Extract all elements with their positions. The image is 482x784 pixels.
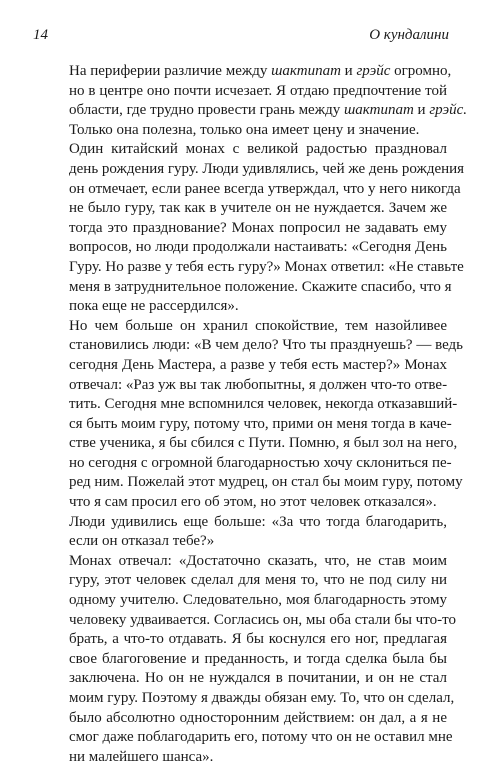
text-segment: если он отказал тебе?»	[69, 533, 215, 550]
text-segment: ся быть моим гуру, потому что, прими он меня тогда в каче-	[69, 415, 452, 432]
text-line	[33, 513, 447, 533]
text-line	[33, 82, 447, 102]
paragraph	[33, 140, 465, 316]
text-segment: брать, а что-то отдавать. Я бы коснулся его ног, предлагая	[69, 631, 447, 648]
text-segment: моим гуру. Поэтому я дважды обязан ему. То, что он сделал,	[69, 690, 455, 706]
text-segment: сегодня День Мастера, а разве у тебя есть мастер?» Монах	[69, 356, 447, 373]
text-segment: свое благоговение и преданность, и тогда сделка была бы	[69, 650, 447, 667]
paragraph	[33, 513, 447, 552]
running-title: О кундалини	[369, 27, 449, 43]
text-line	[33, 160, 465, 180]
text-line	[33, 728, 453, 748]
text-segment: пока еще не рассердился».	[69, 298, 239, 315]
text-line	[33, 278, 452, 298]
text-line	[33, 689, 455, 709]
italic-term: шактипат	[271, 63, 341, 79]
text-segment: ред ним. Пожелай этот мудрец, он стал бы моим гуру, потому	[69, 474, 463, 491]
text-segment: отвечал: «Раз уж вы так любопытны, я должен что-то отве-	[69, 376, 448, 393]
text-segment: было абсолютно односторонним действием: он дал, а я не	[69, 709, 447, 726]
text-segment: день рождения гуру. Люди удивлялись, чей же день рождения	[69, 160, 465, 177]
text-line	[33, 748, 447, 768]
text-line	[33, 434, 458, 454]
text-line	[33, 219, 447, 239]
text-segment: заключена. Но он не нуждался в почитании, и он не стал	[69, 670, 447, 687]
paragraph	[33, 62, 467, 140]
text-segment: На периферии различие между	[69, 63, 272, 79]
text-segment: что я сам просил его об этом, но этот человек отказался».	[69, 494, 437, 511]
text-segment: и	[340, 63, 357, 79]
text-line	[33, 395, 458, 415]
text-segment: вопросов, но люди продолжали настаивать: «Сегодня День	[69, 239, 447, 256]
text-segment: становились люди: «В чем дело? Что ты празднуешь? — ведь	[69, 337, 464, 354]
text-segment: но в центре оно почти исчезает. Я отдаю предпочтение той	[69, 82, 447, 99]
text-segment: Один китайский монах с великой радостью праздновал	[69, 141, 447, 158]
text-segment: Гуру. Но разве у тебя есть гуру?» Монах ответил: «Не ставьте	[69, 258, 464, 275]
text-line	[33, 630, 447, 650]
text-segment: Но чем больше он хранил спокойствие, тем назойливее	[69, 317, 447, 334]
text-line	[33, 591, 447, 611]
text-segment: тить. Сегодня мне вспомнился человек, некогда отказавший-	[69, 396, 458, 413]
page-header	[33, 27, 449, 47]
text-line	[33, 140, 447, 160]
text-line	[33, 650, 447, 670]
text-line	[33, 611, 456, 631]
text-line	[33, 317, 447, 337]
text-segment: гуру, этот человек сделал для меня то, что не под силу ни	[69, 572, 447, 589]
italic-term: грэйс	[356, 63, 391, 79]
text-segment: одному учителю. Следовательно, моя благодарность этому	[69, 592, 447, 609]
text-segment: меня в затруднительное положение. Скажите спасибо, что я	[69, 278, 452, 295]
text-segment: но сегодня с огромной благодарностью хочу склониться пе-	[69, 454, 452, 471]
text-line	[33, 376, 447, 396]
text-segment: и	[413, 102, 430, 119]
body-text	[33, 62, 467, 767]
text-line	[33, 356, 447, 376]
text-line	[33, 297, 447, 317]
text-line	[33, 101, 467, 121]
text-line	[33, 415, 452, 435]
text-segment: огромно,	[390, 63, 452, 79]
text-segment: не было гуру, так как в учителе он не нуждается. Зачем же	[69, 200, 447, 217]
text-segment: Монах отвечал: «Достаточно сказать, что, не став моим	[69, 552, 447, 569]
page-number: 14	[33, 27, 48, 43]
text-line	[33, 180, 461, 200]
text-line	[33, 532, 447, 552]
text-line	[33, 121, 447, 141]
text-segment: ни малейшего шанса».	[69, 748, 214, 765]
text-line	[33, 199, 447, 219]
text-segment: Люди удивились еще больше: «За что тогда благодарить,	[69, 513, 447, 530]
italic-term: грэйс.	[429, 102, 467, 119]
text-line	[33, 336, 464, 356]
text-line	[33, 552, 447, 572]
text-line	[33, 669, 447, 689]
text-segment: человеку удваивается. Согласись он, мы оба стали бы что-то	[69, 611, 456, 628]
text-segment: он отмечает, если ранее всегда утверждал, что у него никогда	[69, 180, 461, 197]
text-segment: тогда это празднование? Монах попросил не задавать ему	[69, 219, 447, 236]
text-segment: области, где трудно провести грань между	[69, 102, 344, 119]
text-line	[33, 709, 447, 729]
text-line	[33, 571, 447, 591]
text-segment: Только она полезна, только она имеет цену и значение.	[69, 121, 420, 138]
italic-term: шактипат	[343, 102, 414, 119]
paragraph	[33, 317, 464, 513]
text-line	[33, 493, 447, 513]
text-line	[33, 238, 447, 258]
text-line	[33, 62, 452, 82]
paragraph	[33, 552, 456, 768]
text-line	[33, 454, 452, 474]
text-segment: стве ученика, я бы сбился с Пути. Помню, я был зол на него,	[69, 435, 458, 452]
text-segment: смог даже поблагодарить его, потому что он не оставил мне	[69, 729, 453, 746]
text-line	[33, 473, 463, 493]
text-line	[33, 258, 464, 278]
